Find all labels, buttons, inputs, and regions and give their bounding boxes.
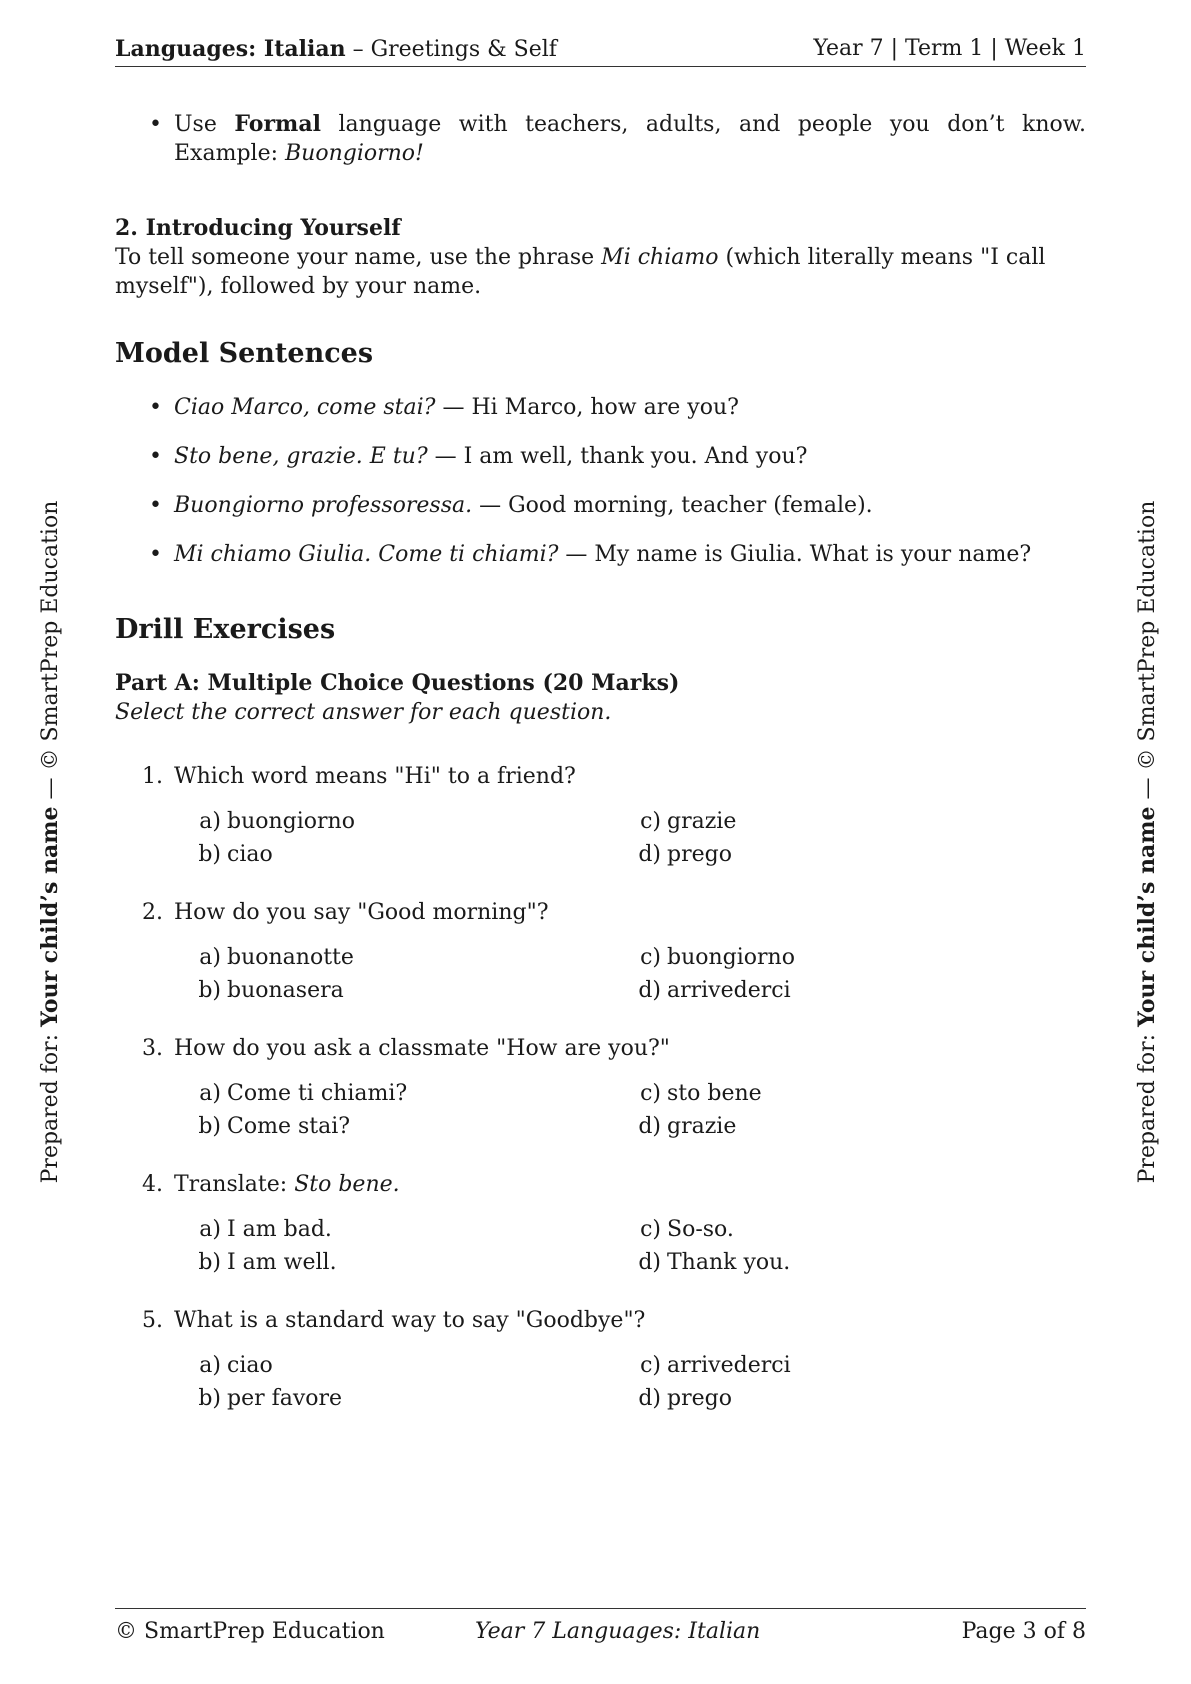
option-text: buongiorno bbox=[667, 945, 795, 970]
option-label: a) bbox=[199, 1081, 221, 1106]
option-label: a) bbox=[199, 1217, 221, 1242]
option-label: d) bbox=[638, 1114, 661, 1139]
option-text: grazie bbox=[667, 809, 737, 834]
part-a-title: Part A: Multiple Choice Questions (20 Marks) bbox=[115, 670, 680, 696]
formal-text: language with teachers, adults, and people you don’t know. Example: bbox=[174, 112, 1086, 166]
option-text: arrivederci bbox=[667, 1353, 791, 1378]
option-c[interactable] bbox=[625, 1215, 734, 1244]
model-sentence bbox=[115, 442, 1086, 471]
question-2 bbox=[115, 898, 1086, 1011]
question-prompt: Which word means "Hi" to a friend? bbox=[174, 764, 576, 789]
option-b[interactable] bbox=[185, 1248, 337, 1277]
intro-phrase: Mi chiamo bbox=[601, 245, 719, 270]
option-text: sto bene bbox=[667, 1081, 762, 1106]
question-text bbox=[115, 1306, 1086, 1335]
question-options bbox=[115, 807, 1086, 875]
question-5 bbox=[115, 1306, 1086, 1419]
option-b[interactable] bbox=[185, 840, 273, 869]
part-a-instructions-text: Select the correct answer for each question. bbox=[115, 700, 612, 725]
model-sentences-list bbox=[115, 393, 1086, 569]
option-text: Thank you. bbox=[667, 1250, 791, 1275]
option-text: ciao bbox=[227, 1353, 273, 1378]
option-d[interactable] bbox=[625, 1112, 736, 1141]
header-week: Year 7 | Term 1 | Week 1 bbox=[813, 36, 1086, 61]
option-label: a) bbox=[199, 945, 221, 970]
option-label: c) bbox=[640, 1081, 661, 1106]
option-d[interactable] bbox=[625, 840, 732, 869]
question-options bbox=[115, 1079, 1086, 1147]
page-content bbox=[115, 110, 1086, 1419]
formal-bold: Formal bbox=[234, 111, 321, 137]
option-label: b) bbox=[198, 1114, 221, 1139]
question-options bbox=[115, 1215, 1086, 1283]
option-label: d) bbox=[638, 978, 661, 1003]
model-italian: Buongiorno professoressa. bbox=[174, 493, 473, 518]
question-text bbox=[115, 762, 1086, 791]
question-italic: Sto bene. bbox=[294, 1172, 400, 1197]
model-sentence bbox=[115, 540, 1086, 569]
side-prefix: Prepared for: bbox=[38, 1026, 63, 1184]
option-b[interactable] bbox=[185, 976, 344, 1005]
page-footer bbox=[115, 1608, 1086, 1651]
question-prompt: How do you ask a classmate "How are you?" bbox=[174, 1036, 670, 1061]
option-label: d) bbox=[638, 1386, 661, 1411]
option-b[interactable] bbox=[185, 1112, 350, 1141]
side-suffix: — © SmartPrep Education bbox=[1135, 500, 1160, 807]
option-text: buongiorno bbox=[227, 809, 355, 834]
option-a[interactable] bbox=[185, 807, 355, 836]
header-course-topic: – Greetings & Self bbox=[345, 37, 557, 62]
model-sentence bbox=[115, 491, 1086, 520]
option-a[interactable] bbox=[185, 1079, 407, 1108]
question-number: 4. bbox=[142, 1172, 163, 1197]
question-text bbox=[115, 1170, 1086, 1199]
option-label: a) bbox=[199, 1353, 221, 1378]
option-label: b) bbox=[198, 978, 221, 1003]
option-text: Come stai? bbox=[227, 1114, 351, 1139]
model-english: — Hi Marco, how are you? bbox=[435, 395, 739, 420]
part-a-instructions bbox=[115, 698, 1086, 727]
question-number: 3. bbox=[142, 1036, 163, 1061]
model-sentences-heading: Model Sentences bbox=[115, 338, 374, 369]
option-c[interactable] bbox=[625, 1351, 791, 1380]
model-english: — My name is Giulia. What is your name? bbox=[558, 542, 1032, 567]
page-header bbox=[115, 32, 1086, 67]
question-number: 1. bbox=[142, 764, 163, 789]
option-text: buonasera bbox=[227, 978, 344, 1003]
option-label: b) bbox=[198, 842, 221, 867]
option-text: arrivederci bbox=[667, 978, 791, 1003]
option-text: buonanotte bbox=[227, 945, 354, 970]
header-course bbox=[115, 32, 557, 67]
option-text: ciao bbox=[227, 842, 273, 867]
question-options bbox=[115, 1351, 1086, 1419]
option-text: Come ti chiami? bbox=[227, 1081, 408, 1106]
option-text: prego bbox=[667, 842, 732, 867]
question-options bbox=[115, 943, 1086, 1011]
formal-bullet bbox=[115, 110, 1086, 168]
question-4 bbox=[115, 1170, 1086, 1283]
header-course-title: Languages: Italian bbox=[115, 36, 346, 62]
question-text bbox=[115, 898, 1086, 927]
option-text: I am bad. bbox=[227, 1217, 332, 1242]
side-prefix: Prepared for: bbox=[1135, 1026, 1160, 1184]
side-name: Your child’s name bbox=[1134, 806, 1160, 1027]
footer-copyright: © SmartPrep Education bbox=[115, 1619, 385, 1644]
option-c[interactable] bbox=[625, 807, 736, 836]
option-label: b) bbox=[198, 1386, 221, 1411]
option-a[interactable] bbox=[185, 1351, 273, 1380]
formal-bullet-list bbox=[115, 110, 1086, 168]
drill-heading: Drill Exercises bbox=[115, 614, 336, 645]
model-italian: Mi chiamo Giulia. Come ti chiami? bbox=[174, 542, 559, 567]
option-label: d) bbox=[638, 1250, 661, 1275]
intro-pre: To tell someone your name, use the phrase bbox=[115, 245, 602, 270]
model-english: — Good morning, teacher (female). bbox=[472, 493, 873, 518]
option-label: a) bbox=[199, 809, 221, 834]
question-1 bbox=[115, 762, 1086, 875]
option-label: b) bbox=[198, 1250, 221, 1275]
question-3 bbox=[115, 1034, 1086, 1147]
intro-heading: 2. Introducing Yourself bbox=[115, 215, 401, 241]
side-banner-right bbox=[1134, 501, 1160, 1184]
footer-course: Year 7 Languages: Italian bbox=[475, 1619, 761, 1644]
option-c[interactable] bbox=[625, 943, 795, 972]
question-number: 2. bbox=[142, 900, 163, 925]
option-d[interactable] bbox=[625, 1384, 732, 1413]
option-label: d) bbox=[638, 842, 661, 867]
option-a[interactable] bbox=[185, 1215, 332, 1244]
model-english: — I am well, thank you. And you? bbox=[427, 444, 808, 469]
option-text: grazie bbox=[667, 1114, 737, 1139]
question-prompt: What is a standard way to say "Goodbye"? bbox=[174, 1308, 646, 1333]
intro-paragraph bbox=[115, 243, 1086, 301]
option-label: c) bbox=[640, 945, 661, 970]
question-text bbox=[115, 1034, 1086, 1063]
option-text: prego bbox=[667, 1386, 732, 1411]
option-a[interactable] bbox=[185, 943, 354, 972]
formal-pre: Use bbox=[174, 112, 235, 137]
option-text: per favore bbox=[227, 1386, 343, 1411]
side-suffix: — © SmartPrep Education bbox=[38, 500, 63, 807]
footer-page-number: Page 3 of 8 bbox=[961, 1619, 1086, 1644]
option-d[interactable] bbox=[625, 976, 791, 1005]
question-number: 5. bbox=[142, 1308, 163, 1333]
model-italian: Ciao Marco, come stai? bbox=[174, 395, 436, 420]
option-c[interactable] bbox=[625, 1079, 762, 1108]
option-label: c) bbox=[640, 1353, 661, 1378]
option-text: So-so. bbox=[667, 1217, 734, 1242]
option-d[interactable] bbox=[625, 1248, 790, 1277]
side-banner-left bbox=[37, 501, 63, 1184]
side-name: Your child’s name bbox=[37, 806, 63, 1027]
intro-post: (which literally means "I call myself"), followed by your name. bbox=[115, 245, 1046, 299]
option-b[interactable] bbox=[185, 1384, 342, 1413]
formal-example: Buongiorno! bbox=[285, 141, 424, 166]
option-label: c) bbox=[640, 1217, 661, 1242]
question-prompt: How do you say "Good morning"? bbox=[174, 900, 549, 925]
model-italian: Sto bene, grazie. E tu? bbox=[174, 444, 428, 469]
question-prompt: Translate: bbox=[174, 1172, 295, 1197]
option-label: c) bbox=[640, 809, 661, 834]
model-sentence bbox=[115, 393, 1086, 422]
option-text: I am well. bbox=[227, 1250, 337, 1275]
